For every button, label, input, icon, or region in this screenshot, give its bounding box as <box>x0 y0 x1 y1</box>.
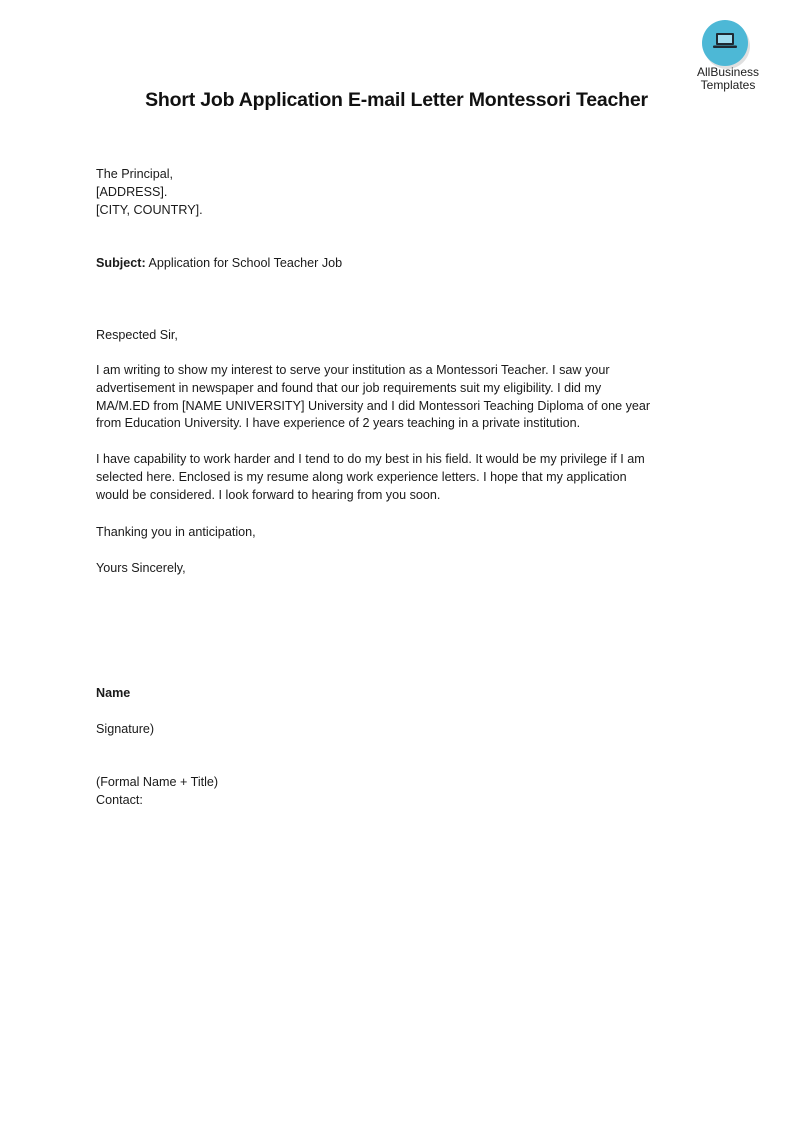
closing-line: Yours Sincerely, <box>96 561 186 575</box>
logo-circle <box>702 20 748 66</box>
address-line-3: [CITY, COUNTRY]. <box>96 203 203 217</box>
address-block <box>96 165 696 219</box>
formal-name-line: (Formal Name + Title) <box>96 775 219 789</box>
address-line-2: [ADDRESS]. <box>96 185 168 199</box>
signature-line: Signature) <box>96 722 155 736</box>
paragraph-2-line: selected here. Enclosed is my resume along work experience letters. I hope that my application <box>96 469 627 484</box>
allbusiness-logo <box>688 18 768 98</box>
subject-label: Subject: <box>96 256 146 270</box>
address-line-1: The Principal, <box>96 167 173 181</box>
page-title: Short Job Application E-mail Letter Montessori Teacher <box>145 89 648 111</box>
paragraph-2-line: I have capability to work harder and I tend to do my best in his field. It would be my privilege if I am <box>96 452 645 466</box>
subject-text: Application for School Teacher Job <box>145 256 343 270</box>
paragraph-1-line: I am writing to show my interest to serve your institution as a Montessori Teacher. I saw your <box>96 363 610 377</box>
logo-line-1: AllBusiness <box>696 65 760 79</box>
paragraph-2 <box>96 451 694 504</box>
paragraph-1-line: MA/M.ED from [NAME UNIVERSITY] University and I did Montessori Teaching Diploma of one year <box>96 398 651 413</box>
subject-line <box>96 254 696 272</box>
contact-line: Contact: <box>96 793 143 807</box>
laptop-icon <box>712 32 738 50</box>
thanks-line: Thanking you in anticipation, <box>96 525 256 539</box>
salutation: Respected Sir, <box>96 328 178 342</box>
paragraph-2-line: would be considered. I look forward to hearing from you soon. <box>96 487 441 502</box>
paragraph-1-line: from Education University. I have experience of 2 years teaching in a private institution. <box>96 416 581 431</box>
logo-line-2: Templates <box>700 78 756 92</box>
name-label: Name <box>96 686 131 700</box>
paragraph-1-line: advertisement in newspaper and found that our job requirements suit my eligibility. I did my <box>96 380 602 395</box>
paragraph-1 <box>96 362 694 433</box>
